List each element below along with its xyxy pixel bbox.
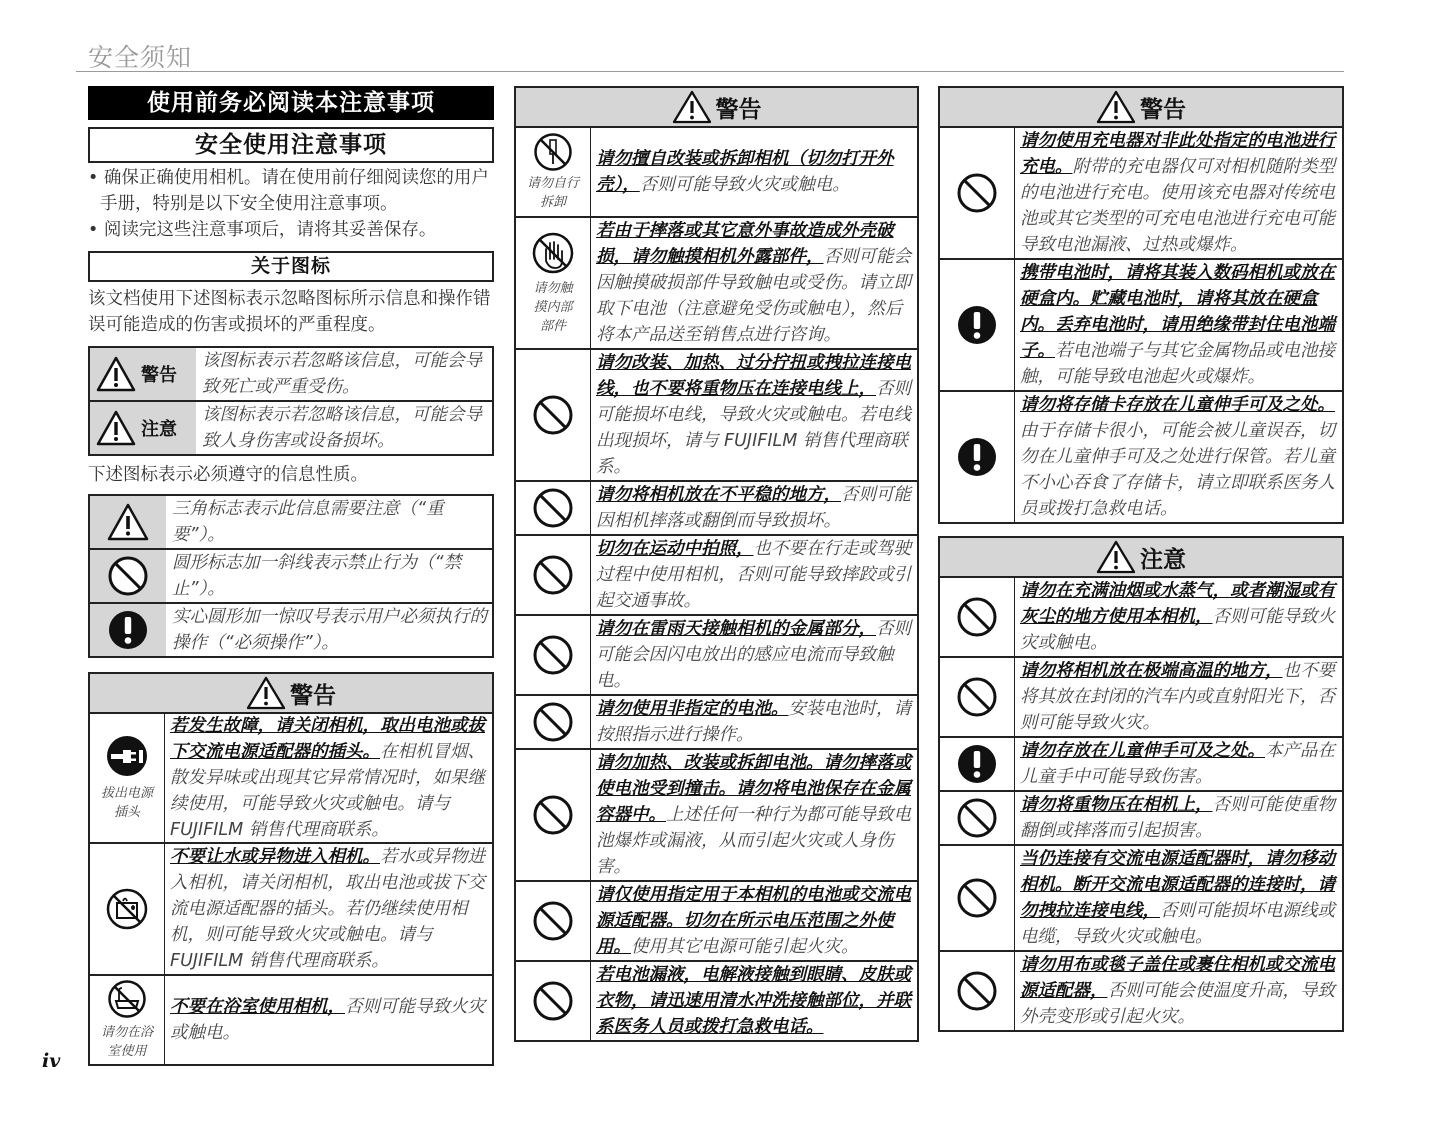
icon-caption: 请勿自行拆卸: [526, 176, 579, 210]
symbols-table: [88, 494, 494, 658]
warning-bold-text: 切勿在运动中拍照，: [596, 539, 754, 559]
warning-bold-text: 不要在浴室使用相机，: [170, 997, 345, 1017]
severity-table: [88, 346, 494, 456]
prohibition-icon: [107, 555, 149, 597]
warning-item: [940, 128, 1342, 258]
warning-item: [516, 748, 917, 880]
warning-triangle-icon: [1096, 540, 1136, 574]
warning-item: [90, 974, 492, 1064]
no-disassemble-icon: [533, 132, 573, 172]
prohibition-icon: [956, 172, 998, 214]
prohibition-icon: [532, 794, 574, 836]
warning-bold-text: 携带电池时，请将其装入数码相机或放在硬盒内。贮藏电池时，请将其放在硬盒内。丢弃电池时，请用绝缘带封住电池端子。: [1020, 263, 1335, 361]
warning-item: [90, 842, 492, 974]
warning-bold-text: 若电池漏液，电解液接触到眼睛、皮肤或衣物，请迅速用清水冲洗接触部位，并联系医务人员或拨打急救电话。: [596, 965, 911, 1037]
warning-detail-text: 附带的充电器仅可对相机随附类型的电池进行充电。使用该充电器对传统电池或其它类型的可充电电池进行充电可能导致电池漏液、过热或爆炸。: [1020, 157, 1335, 255]
header-rule: [76, 71, 1344, 72]
caution-panel-title: 注意: [1140, 546, 1186, 573]
warning-bold-text: 若由于摔落或其它意外事故造成外壳破损，请勿触摸相机外露部件，: [596, 221, 894, 267]
warning-bold-text: 请勿擅自改装或拆卸相机（切勿打开外壳），: [596, 149, 894, 195]
about-icons-title: 关于图标: [88, 251, 494, 282]
warning-panel-title: 警告: [1140, 96, 1186, 123]
warning-bold-text: 不要让水或异物进入相机。: [170, 847, 380, 867]
warning-level-label: 警告: [141, 365, 177, 386]
warning-item: [516, 128, 917, 216]
warning-bold-text: 请勿将存储卡存放在儿童伸手可及之处。: [1020, 395, 1335, 415]
warning-triangle-icon: [106, 502, 150, 542]
icon-caption: 请勿在浴室使用: [100, 1025, 153, 1059]
warning-panel-col1: [88, 672, 494, 1066]
column-1: [88, 86, 494, 1066]
warning-bold-text: 请勿将相机放在不平稳的地方，: [596, 485, 841, 505]
no-water-icon: [105, 887, 149, 931]
warning-item: [940, 390, 1342, 522]
warning-detail-text: 否则可能会因触摸破损部件导致触电或受伤。请立即取下电池（注意避免受伤或触电），然后将本产品送至销售点进行咨询。: [596, 247, 911, 345]
caution-detail-text: 否则可能会使温度升高，导致外壳变形或引起火灾。: [1020, 981, 1335, 1027]
no-bathroom-icon: [107, 979, 147, 1019]
warning-item: [516, 614, 917, 694]
warning-bold-text: 请勿使用充电器对非此处指定的电池进行充电。: [1020, 131, 1335, 177]
caution-bold-text: 请勿用布或毯子盖住或裹住相机或交流电源适配器，: [1020, 955, 1335, 1001]
warning-detail-text: 由于存储卡很小，可能会被儿童误吞，切勿在儿童伸手可及之处进行保管。若儿童不小心吞食了存储卡，请立即联系医务人员或拨打急救电话。: [1020, 421, 1335, 519]
prohibition-icon: [532, 900, 574, 942]
page-header-title: 安全须知: [88, 43, 193, 72]
caution-detail-text: 也不要将其放在封闭的汽车内或直射阳光下，否则可能导致火灾。: [1020, 661, 1335, 733]
warning-panel-col2: [514, 86, 919, 1042]
warning-panel-header: [940, 88, 1342, 128]
warning-level-text: 该图标表示若忽略该信息，可能会导致死亡或严重受伤。: [202, 351, 482, 397]
symbol-text-important: 三角标志表示此信息需要注意（“重要”）。: [172, 499, 444, 545]
warning-detail-text: 否则可能损坏电线，导致火灾或触电。若电线出现损坏，请与 FUJIFILM 销售代理商联系。: [596, 379, 911, 477]
warning-item: [516, 960, 917, 1040]
caution-bold-text: 请勿存放在儿童伸手可及之处。: [1020, 741, 1265, 761]
prohibition-icon: [532, 701, 574, 743]
page-number: iv: [42, 1050, 61, 1072]
caution-level-label: 注意: [141, 419, 177, 440]
safety-section-title: 安全使用注意事项: [88, 127, 494, 163]
prohibition-icon: [532, 394, 574, 436]
warning-bold-text: 请勿改装、加热、过分拧扭或拽拉连接电线，也不要将重物压在连接电线上，: [596, 353, 911, 399]
caution-panel: [938, 536, 1344, 1032]
warning-detail-text: 若电池端子与其它金属物品或电池接触，可能导致电池起火或爆炸。: [1020, 341, 1335, 387]
warning-panel-title: 警告: [290, 682, 336, 709]
warning-bold-text: 请勿使用非指定的电池。: [596, 699, 789, 719]
symbol-text-prohibited: 圆形标志加一斜线表示禁止行为（“禁止”）。: [166, 549, 493, 603]
caution-bold-text: 请勿将重物压在相机上，: [1020, 795, 1213, 815]
caution-item: [940, 790, 1342, 844]
warning-item: [516, 694, 917, 748]
warning-detail-text: 否则可能导致火灾或触电。: [170, 997, 485, 1043]
caution-detail-text: 否则可能损坏电源线或电缆，导致火灾或触电。: [1020, 901, 1335, 947]
warning-triangle-icon: [1096, 90, 1136, 124]
caution-bold-text: 请勿在充满油烟或水蒸气，或者潮湿或有灰尘的地方使用本相机，: [1020, 581, 1335, 627]
warning-triangle-icon: [95, 355, 137, 393]
symbols-intro: 下述图标表示必须遵守的信息性质。: [88, 465, 368, 485]
warning-detail-text: 若水或异物进入相机，请关闭相机，取出电池或拔下交流电源适配器的插头。若仍继续使用相机，则可能导致火灾或触电。请与 FUJIFILM 销售代理商联系。: [170, 847, 485, 971]
mandatory-icon: [956, 436, 998, 478]
warning-bold-text: 请仅使用指定用于本相机的电池或交流电源适配器。切勿在所示电压范围之外使用。: [596, 885, 911, 957]
warning-detail-text: 也不要在行走或驾驶过程中使用相机，否则可能导致摔跤或引起交通事故。: [596, 539, 911, 611]
caution-detail-text: 否则可能导致火灾或触电。: [1020, 607, 1335, 653]
warning-detail-text: 在相机冒烟、散发异味或出现其它异常情况时，如果继续使用，可能导致火灾或触电。请与 FUJIFILM 销售代理商联系。: [170, 742, 485, 840]
caution-detail-text: 否则可能使重物翻倒或摔落而引起损害。: [1020, 795, 1335, 841]
prohibition-icon: [532, 487, 574, 529]
prohibition-icon: [956, 797, 998, 839]
warning-detail-text: 否则可能会因闪电放出的感应电流而导致触电。: [596, 619, 911, 691]
read-before-use-banner: 使用前务必阅读本注意事项: [88, 86, 494, 120]
prohibition-icon: [532, 554, 574, 596]
warning-detail-text: 上述任何一种行为都可能导致电池爆炸或漏液，从而引起火灾或人身伤害。: [596, 805, 911, 877]
warning-triangle-icon: [672, 90, 712, 124]
caution-item: [940, 844, 1342, 950]
warning-bold-text: 若发生故障，请关闭相机，取出电池或拔下交流电源适配器的插头。: [170, 716, 485, 762]
caution-detail-text: 本产品在儿童手中可能导致伤害。: [1020, 741, 1335, 787]
caution-item: [940, 578, 1342, 656]
bullet-item: • 阅读完这些注意事项后，请将其妥善保存。: [88, 220, 437, 240]
warning-triangle-icon: [95, 409, 137, 447]
icon-caption: 拔出电源插头: [100, 786, 153, 820]
warning-item: [90, 714, 492, 842]
caution-item: [940, 656, 1342, 736]
bullet-item: • 确保正确使用相机。请在使用前仔细阅读您的用户手册，特别是以下安全使用注意事项。: [88, 168, 489, 214]
warning-panel-title: 警告: [715, 96, 762, 123]
mandatory-icon: [956, 304, 998, 346]
caution-bold-text: 请勿将相机放在极端高温的地方，: [1020, 661, 1283, 681]
warning-detail-text: 否则可能因相机摔落或翻倒而导致损坏。: [596, 485, 911, 531]
unplug-icon: [105, 734, 149, 778]
mandatory-icon: [956, 743, 998, 785]
warning-panel-header: [516, 88, 917, 128]
warning-panel-header: [90, 674, 492, 714]
warning-detail-text: 否则可能导致火灾或触电。: [639, 175, 850, 195]
warning-item: [516, 534, 917, 614]
warning-item: [516, 880, 917, 960]
warning-item: [516, 348, 917, 480]
column-3: [938, 86, 1344, 1032]
warning-bold-text: 请勿加热、改装或拆卸电池。请勿摔落或使电池受到撞击。请勿将电池保存在金属容器中。: [596, 753, 911, 825]
caution-bold-text: 当仍连接有交流电源适配器时，请勿移动相机。断开交流电源适配器的连接时，请勿拽拉连接电线，: [1020, 849, 1335, 921]
warning-item: [516, 480, 917, 534]
warning-detail-text: 安装电池时，请按照指示进行操作。: [596, 699, 911, 745]
warning-detail-text: 使用其它电源可能引起火灾。: [631, 937, 859, 957]
caution-level-text: 该图标表示若忽略该信息，可能会导致人身伤害或设备损坏。: [196, 401, 493, 455]
symbol-text-mandatory: 实心圆形加一惊叹号表示用户必须执行的操作（“必须操作”）。: [166, 603, 493, 657]
icon-caption: 请勿触摸内部部件: [533, 280, 573, 334]
prohibition-icon: [956, 676, 998, 718]
warning-item: [516, 216, 917, 348]
no-touch-icon: [531, 231, 575, 275]
prohibition-icon: [532, 634, 574, 676]
warning-item: [940, 258, 1342, 390]
mandatory-icon: [107, 609, 149, 651]
column-2: [514, 86, 919, 1042]
warning-bold-text: 请勿在雷雨天接触相机的金属部分，: [596, 619, 876, 639]
caution-panel-header: [940, 538, 1342, 578]
caution-item: [940, 736, 1342, 790]
prohibition-icon: [956, 877, 998, 919]
prohibition-icon: [956, 596, 998, 638]
caution-item: [940, 950, 1342, 1030]
warning-triangle-icon: [246, 676, 286, 710]
prohibition-icon: [956, 970, 998, 1012]
prohibition-icon: [532, 980, 574, 1022]
icons-intro: 该文档使用下述图标表示忽略图标所示信息和操作错误可能造成的伤害或损坏的严重程度。: [88, 289, 491, 335]
warning-panel-col3: [938, 86, 1344, 524]
